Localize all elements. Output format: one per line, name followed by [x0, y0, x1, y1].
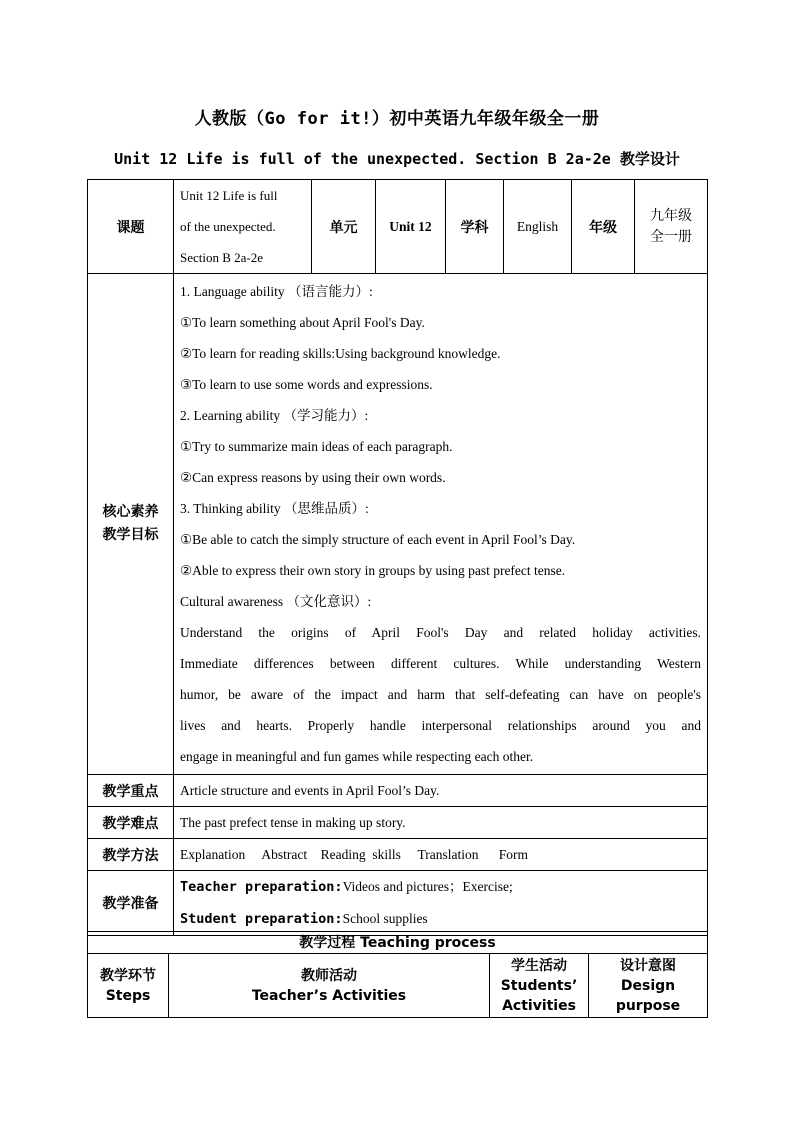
key-points-row	[88, 775, 708, 807]
teacher-prep-label: Teacher preparation:	[180, 879, 343, 895]
student-prep-value: School supplies	[342, 911, 428, 926]
objective-line: Cultural awareness （文化意识）:	[180, 594, 372, 609]
grade-value: 九年级 全一册	[635, 180, 708, 274]
objective-line: ①Be able to catch the simply structure of each event in April Fool’s Day.	[180, 532, 576, 547]
key-points-value: Article structure and events in April Fool’s Day.	[174, 775, 708, 807]
teaching-process-table	[87, 931, 708, 1018]
student-prep-label: Student preparation:	[180, 911, 343, 927]
objective-line: ③To learn to use some words and expressions.	[180, 377, 433, 392]
objective-line: ①To learn something about April Fool's Day.	[180, 315, 425, 330]
preparation-row	[88, 871, 708, 936]
topic-label: 课题	[88, 180, 174, 274]
objectives-content	[174, 274, 708, 775]
preparation-content	[174, 871, 708, 936]
unit-label: 单元	[312, 180, 376, 274]
objectives-label: 核心素养 教学目标	[88, 274, 174, 775]
document-title: 人教版（Go for it!）初中英语九年级年级全一册	[194, 109, 600, 129]
objective-line: ②Able to express their own story in groups by using past prefect tense.	[180, 563, 566, 578]
key-points-label: 教学重点	[88, 775, 174, 807]
design-purpose-header: 设计意图 Design purpose	[589, 954, 708, 1018]
teacher-prep-value: Videos and pictures；Exercise;	[342, 879, 513, 894]
subject-label: 学科	[446, 180, 504, 274]
student-activities-header: 学生活动 Students’ Activities	[490, 954, 589, 1018]
process-title-row	[88, 932, 708, 954]
topic-value: Unit 12 Life is full of the unexpected. Section B 2a-2e	[174, 180, 312, 274]
cultural-paragraph-line: engage in meaningful and fun games while respecting each other.	[180, 749, 534, 764]
objective-line: ②To learn for reading skills:Using background knowledge.	[180, 346, 501, 361]
preparation-label: 教学准备	[88, 871, 174, 936]
process-title: 教学过程 Teaching process	[88, 932, 708, 954]
difficulties-row	[88, 807, 708, 839]
objective-line: ②Can express reasons by using their own words.	[180, 470, 446, 485]
objectives-row	[88, 274, 708, 775]
steps-header: 教学环节 Steps	[88, 954, 169, 1018]
cultural-paragraph-line: Immediate differences between different cultures. While understanding Western	[180, 656, 701, 671]
methods-label: 教学方法	[88, 839, 174, 871]
objective-line: 1. Language ability （语言能力）:	[180, 284, 373, 299]
document-subtitle: Unit 12 Life is full of the unexpected. Section B 2a-2e 教学设计	[114, 150, 680, 168]
difficulties-label: 教学难点	[88, 807, 174, 839]
objective-line: 3. Thinking ability （思维品质）:	[180, 501, 369, 516]
unit-value: Unit 12	[376, 180, 446, 274]
cultural-paragraph-line: lives and hearts. Properly handle interpersonal relationships around you and	[180, 718, 701, 733]
cultural-paragraph-line: Understand the origins of April Fool's Day and related holiday activities.	[180, 625, 701, 640]
subject-value: English	[504, 180, 572, 274]
methods-value: Explanation Abstract Reading skills Translation Form	[174, 839, 708, 871]
methods-row	[88, 839, 708, 871]
header-row	[88, 180, 708, 274]
objective-line: 2. Learning ability （学习能力）:	[180, 408, 369, 423]
lesson-plan-table	[87, 179, 708, 936]
process-header-row	[88, 954, 708, 1018]
grade-label: 年级	[572, 180, 635, 274]
difficulties-value: The past prefect tense in making up story.	[174, 807, 708, 839]
teacher-activities-header: 教师活动 Teacher’s Activities	[169, 954, 490, 1018]
objective-line: ①Try to summarize main ideas of each paragraph.	[180, 439, 453, 454]
cultural-paragraph-line: humor, be aware of the impact and harm that self-defeating can have on people's	[180, 687, 701, 702]
